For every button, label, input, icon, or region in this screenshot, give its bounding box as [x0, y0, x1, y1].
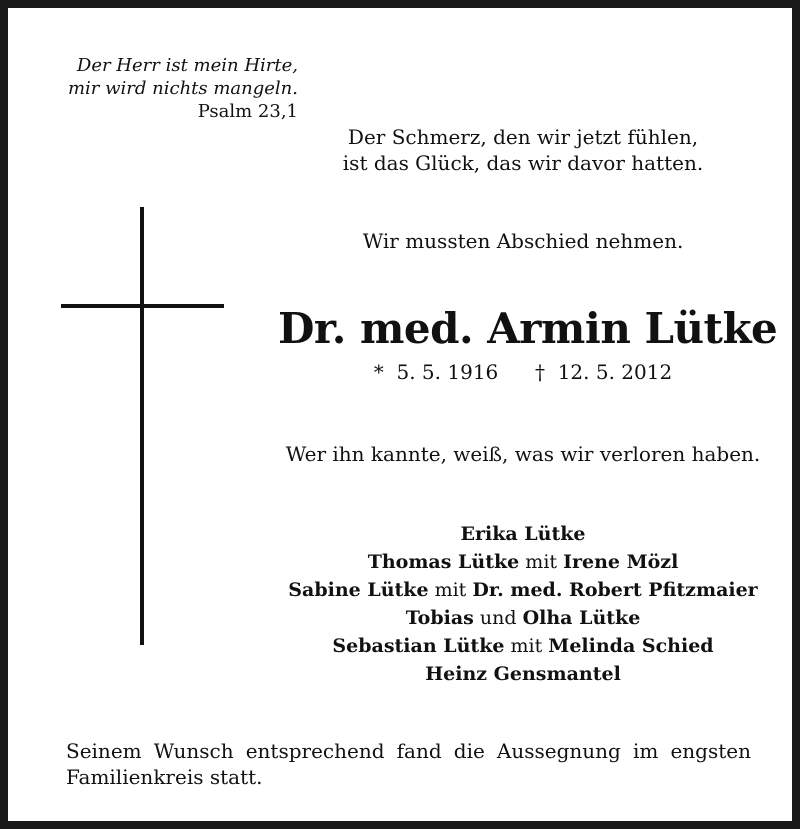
birth-date: 5. 5. 1916: [396, 360, 499, 384]
mourner-connector: mit: [525, 551, 558, 573]
psalm-verse: [48, 54, 298, 123]
mourner-row: [268, 520, 778, 548]
mourner-partner-name: Melinda Schied: [548, 635, 714, 657]
memorial-quote: [298, 124, 748, 176]
loss-line: Wer ihn kannte, weiß, was wir verloren haben.: [285, 442, 761, 466]
death-date: 12. 5. 2012: [557, 360, 673, 384]
mourners-list: [268, 520, 778, 688]
mourner-connector: und: [479, 607, 517, 629]
mourner-row: [268, 632, 778, 660]
mourner-row: [268, 604, 778, 632]
mourner-row: [268, 576, 778, 604]
mourner-row: [268, 660, 778, 688]
mourner-partner-name: Dr. med. Robert Pfitzmaier: [472, 579, 758, 601]
farewell-line: Wir mussten Abschied nehmen.: [362, 229, 684, 253]
cross-icon-horizontal-beam: [61, 304, 224, 308]
mourner-connector: mit: [434, 579, 467, 601]
mourner-name: Heinz Gensmantel: [425, 663, 621, 685]
deceased-name: Dr. med. Armin Lütke: [278, 304, 778, 353]
mourner-name: Thomas Lütke: [367, 551, 520, 573]
cross-icon-vertical-beam: [140, 207, 144, 645]
psalm-reference: Psalm 23,1: [197, 101, 298, 122]
mourner-connector: mit: [510, 635, 543, 657]
closing-note: Seinem Wunsch entsprechend fand die Aussegnung im engsten Familienkreis statt.: [66, 739, 751, 789]
mourner-partner-name: Olha Lütke: [522, 607, 641, 629]
life-dates: [298, 360, 748, 384]
psalm-line-2: mir wird nichts mangeln.: [67, 78, 298, 99]
mourner-partner-name: Irene Mözl: [563, 551, 679, 573]
mourner-name: Erika Lütke: [460, 523, 586, 545]
psalm-line-1: Der Herr ist mein Hirte,: [76, 55, 298, 76]
mourner-row: [268, 548, 778, 576]
mourner-name: Sebastian Lütke: [332, 635, 505, 657]
quote-line-2: ist das Glück, das wir davor hatten.: [342, 151, 704, 175]
mourner-name: Sabine Lütke: [288, 579, 429, 601]
birth-symbol: *: [373, 360, 384, 384]
quote-line-1: Der Schmerz, den wir jetzt fühlen,: [347, 125, 699, 149]
death-symbol: †: [534, 360, 545, 384]
mourner-name: Tobias: [405, 607, 474, 629]
